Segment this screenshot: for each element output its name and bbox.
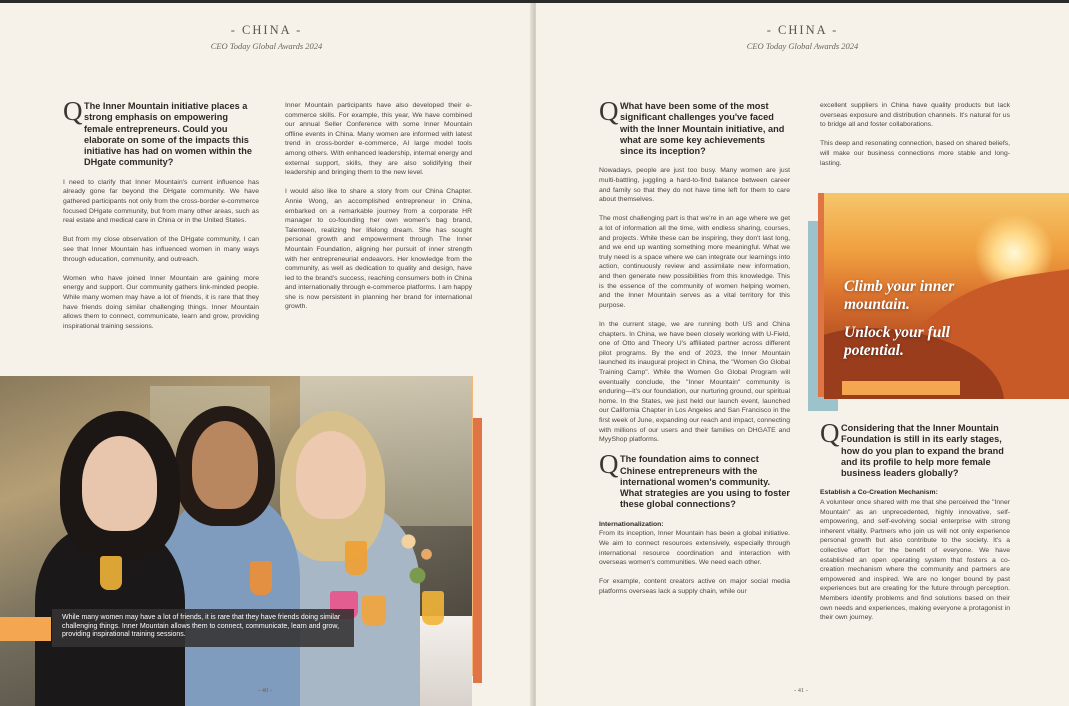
photo-glass xyxy=(100,556,122,590)
event-photo xyxy=(0,376,472,706)
subhead-internationalization: Internationalization: xyxy=(599,520,664,528)
answer-paragraph: From its inception, Inner Mountain has been a global initiative. We aim to connect resources extensively, especially through international resource coordination and interaction with overseas women's communities. We need each other. xyxy=(599,530,790,567)
answer-paragraph: excellent suppliers in China have quality products but lack overseas exposure and distribution channels. It's natural for us to bridge all and foster collaborations. xyxy=(820,102,1010,129)
answer-paragraph: I would also like to share a story from our China Chapter. Annie Wong, an accomplished entrepreneur in China, embarked on a remarkable journey from a corporate HR manager to co-founding her own women's bag brand, Talenteen, realizing her lifelong dream. She has sought personal growth and empowerment through The Inner Mountain Foundation, aligning her pursuit of inner strength with her entrepreneurial endeavors. Her knowledge from the community, as well as dedication to quality and design, have led to the brand's success, reaching consumers both in China and internationally through e-commerce platforms. I am happy she is now persistent in planning her brand for international growth. xyxy=(285,188,473,311)
question-1 xyxy=(63,96,259,169)
photo-caption: While many women may have a lot of friends, it is rare that they have friends doing similar challenging things. Inner Mountain allows them to connect, communicate, learn and grow, providing inspirational training sessions. xyxy=(52,609,354,647)
photo-flowers xyxy=(395,516,440,601)
left-page-header xyxy=(0,23,533,51)
left-page xyxy=(0,3,533,706)
photo-glass xyxy=(250,561,272,595)
photo-person xyxy=(192,421,258,509)
answer-paragraph: Nowadays, people are just too busy. Many women are just multi-battling, juggling a hard-to-find balance between career and family so that they do not have time left for them to care about themselves. xyxy=(599,167,790,204)
motto-line: Unlock your full xyxy=(844,324,950,341)
question-2-text: What have been some of the most significant challenges you've faced with the Inner Mountain initiative, and what are some key achievements since its inception? xyxy=(620,101,785,157)
q-letter: Q xyxy=(63,96,83,126)
photo-glass xyxy=(362,596,386,626)
motto-spacer xyxy=(844,314,954,324)
header-country: - CHINA - xyxy=(766,23,839,37)
question-3 xyxy=(599,449,791,510)
right-column-1 xyxy=(599,96,791,606)
motto-line: potential. xyxy=(844,342,904,359)
question-2 xyxy=(599,96,790,157)
answer-paragraph: Inner Mountain participants have also developed their e-commerce skills. For example, this year, We have combined our annual Seller Conference with some Inner Mountain offline events in China. Many women are informed with latest trend in cross-border e-commerce, AI large model tools among others. With enhanced leadership, internal energy and external support, skills, they are also solidifying their leadership and bringing them to the new level. xyxy=(285,102,472,177)
header-award: CEO Today Global Awards 2024 xyxy=(210,41,323,51)
question-4-text: Considering that the Inner Mountain Foundation is still in its early stages, how do you plan to expand the brand and its profile to help more female business leaders globally? xyxy=(841,423,1004,479)
q-letter: Q xyxy=(599,449,619,480)
page-number-left: - 40 - xyxy=(258,687,273,694)
answer-paragraph: In the current stage, we are running both US and China chapters. In China, we have been closely working with U-Field, one of Otto and Theory U's affiliated partner across different pilot programs. By the end of 2023, the Inner Mountain launched its inaugural project in China, the "Women Go Global Training Camp". While the Women Go Global Program will eventually conclude, the "Inner Mountain" community is enduring—it's our foundation, our nurturing ground, our spiritual home. In the States, we just held our launch event, launched our California Chapter in Los Angeles and San Francisco in the first week of June, expanding our reach and impact, connecting with millions of our users and their families on DHGATE and MyyShop platforms. xyxy=(599,320,790,444)
answer-paragraph: But from my close observation of the DHgate community, I can see that Inner Mountain has influenced women in many ways through education, community, and outreach. xyxy=(63,236,259,263)
header-country: - CHINA - xyxy=(230,23,303,37)
subhead-co-creation: Establish a Co-Creation Mechanism: xyxy=(820,489,938,497)
right-column-2-top xyxy=(820,101,1010,178)
right-page xyxy=(536,3,1069,706)
header-award: CEO Today Global Awards 2024 xyxy=(746,41,859,51)
photo-glass xyxy=(345,541,367,575)
answer-paragraph: Women who have joined Inner Mountain are gaining more energy and support. Our community gathers link-minded people. While many women may have a lot of friends, it is rare that they have friends doing similar challenging things. Inner Mountain allows them to connect, communicate, learn and grow, providing inspirational training sessions. xyxy=(63,274,259,330)
motto-line: Climb your inner xyxy=(844,278,955,295)
photo-person xyxy=(82,436,157,531)
desert-image xyxy=(824,193,1069,399)
question-3-text: The foundation aims to connect Chinese entrepreneurs with the international women's community. What strategies are you using to foster these global connections? xyxy=(620,454,791,510)
question-4 xyxy=(820,418,1010,479)
motto-text xyxy=(844,278,954,360)
image-accent-bar xyxy=(842,381,960,395)
question-1-text: The Inner Mountain initiative places a strong emphasis on empowering female entrepreneurs. Could you elaborate on some of the impacts this initiative has had on women within the DHgate community? xyxy=(84,101,252,168)
answer-paragraph: For example, content creators active on major social media platforms overseas lack a supply chain, while our xyxy=(599,578,790,595)
accent-bar-red xyxy=(473,418,482,683)
caption-accent xyxy=(0,617,51,641)
q-letter: Q xyxy=(820,418,840,448)
answer-paragraph: The most challenging part is that we're in an age where we get a lot of information all the time, with endless sharing, courses, and projects. While these can be inspiring, they don't last long, and we end up wanting something more meaningful. What we truly need is a space where we can integrate our learnings into action, continuously review and assimilate new information, and then generate new possibilities from this knowledge. This is the essence of the community of women helping women, and the Inner Mountain serves as a vital territory for this purpose. xyxy=(599,215,790,309)
answer-paragraph: A volunteer once shared with me that she perceived the "Inner Mountain" as an unprecedented, highly innovative, self-empowering, and self-evolving social enterprise with strong inherent vitality. Partners who join us will not only experience personal growth but also contribute to the society. It's a collective effort for the benefit of everyone. We have established an open operating system that fosters a co-creation mechanism where the community and partners are empowered and inspired. We are no longer bound by past experiences but are creating for the future through perception. Members identify problems and find solutions based on their own needs and experiences, making everyone a protagonist in their own journey. xyxy=(820,499,1010,622)
page-number-right: - 41 - xyxy=(794,687,809,694)
right-column-2-bottom xyxy=(820,418,1010,632)
right-page-header xyxy=(536,23,1069,51)
answer-paragraph: This deep and resonating connection, based on shared beliefs, will make our business connections more stable and long-lasting. xyxy=(820,140,1010,167)
left-column-2 xyxy=(285,101,472,322)
photo-glass xyxy=(422,591,444,625)
motto-line: mountain. xyxy=(844,296,910,313)
photo-person xyxy=(296,431,366,519)
q-letter: Q xyxy=(599,96,619,126)
left-column-1 xyxy=(63,96,259,341)
answer-paragraph: I need to clarify that Inner Mountain's current influence has already gone far beyond the DHgate community. We have gathered participants not only from the cross-border e-commerce focused DHgate community, but from many other areas, such as real estate and medical care in China or in the United States. xyxy=(63,178,259,225)
